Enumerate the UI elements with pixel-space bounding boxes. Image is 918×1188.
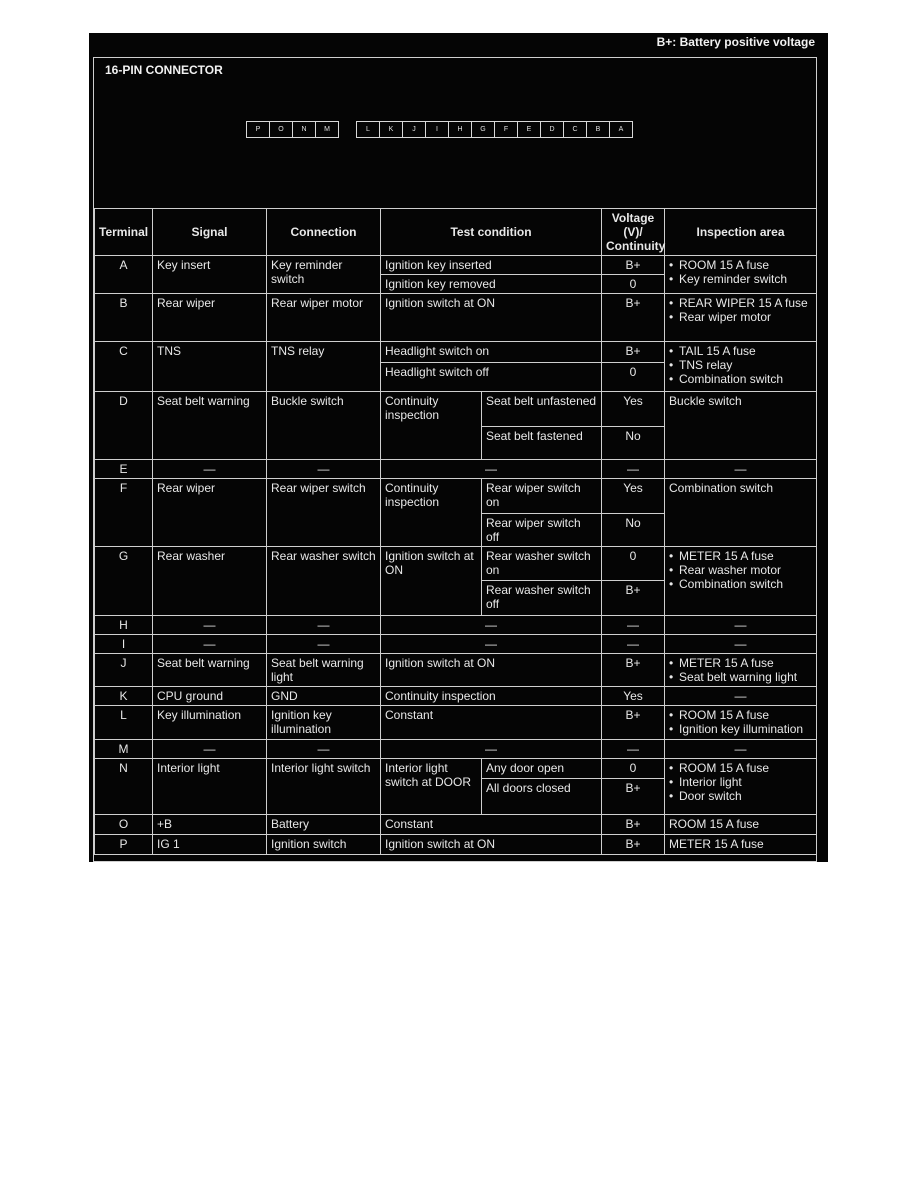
connection-cell: Buckle switch <box>267 392 381 460</box>
dash-cell: — <box>153 740 267 759</box>
pin-l: L <box>356 121 380 138</box>
inspection-cell <box>665 759 817 815</box>
dash-cell: — <box>602 740 665 759</box>
dash-cell: — <box>665 635 817 654</box>
dash-cell: — <box>381 616 602 635</box>
terminal-cell: N <box>95 759 153 815</box>
pin-p: P <box>246 121 270 138</box>
table-row <box>95 256 817 275</box>
dash-cell: — <box>381 460 602 479</box>
dash-cell: — <box>665 687 817 706</box>
inspection-item: • ROOM 15 A fuse <box>669 708 812 722</box>
condition-cell: Ignition switch at ON <box>381 835 602 855</box>
connector-title: 16-PIN CONNECTOR <box>105 63 223 77</box>
header-inspection: Inspection area <box>665 209 817 256</box>
terminal-cell: P <box>95 835 153 855</box>
voltage-cell: B+ <box>602 835 665 855</box>
terminal-cell: J <box>95 654 153 687</box>
header-terminal: Terminal <box>95 209 153 256</box>
table-row <box>95 294 817 342</box>
pin-m: M <box>315 121 339 138</box>
subcondition-cell: Rear washer switch off <box>482 581 602 616</box>
inspection-cell <box>665 256 817 294</box>
connector-spec-sheet <box>89 33 828 862</box>
terminal-cell: O <box>95 815 153 835</box>
pin-g: G <box>471 121 495 138</box>
voltage-cell: 0 <box>602 759 665 779</box>
inspection-item: • METER 15 A fuse <box>669 656 812 670</box>
inspection-cell: ROOM 15 A fuse <box>665 815 817 835</box>
signal-cell: Interior light <box>153 759 267 815</box>
voltage-cell: B+ <box>602 256 665 275</box>
inspection-cell <box>665 342 817 392</box>
table-row <box>95 547 817 581</box>
connector-frame <box>93 57 817 862</box>
inspection-item: • Combination switch <box>669 577 812 591</box>
dash-cell: — <box>665 740 817 759</box>
terminal-cell: E <box>95 460 153 479</box>
condition-cell: Continuity inspection <box>381 392 482 460</box>
condition-cell: Interior light switch at DOOR <box>381 759 482 815</box>
dash-cell: — <box>665 616 817 635</box>
voltage-cell: 0 <box>602 275 665 294</box>
dash-cell: — <box>153 635 267 654</box>
connection-cell: Rear wiper motor <box>267 294 381 342</box>
table-row <box>95 687 817 706</box>
signal-cell: Key insert <box>153 256 267 294</box>
inspection-item: • Door switch <box>669 789 812 803</box>
voltage-cell: B+ <box>602 342 665 363</box>
terminal-cell: F <box>95 479 153 547</box>
inspection-item: • METER 15 A fuse <box>669 549 812 563</box>
connection-cell: Rear wiper switch <box>267 479 381 547</box>
signal-cell: Seat belt warning <box>153 392 267 460</box>
condition-cell: Continuity inspection <box>381 479 482 547</box>
dash-cell: — <box>153 460 267 479</box>
connection-cell: Key reminder switch <box>267 256 381 294</box>
dash-cell: — <box>602 616 665 635</box>
voltage-cell: Yes <box>602 687 665 706</box>
inspection-item: • REAR WIPER 15 A fuse <box>669 296 812 310</box>
connection-cell: Interior light switch <box>267 759 381 815</box>
voltage-cell: Yes <box>602 479 665 514</box>
connection-cell: Ignition switch <box>267 835 381 855</box>
signal-cell: Key illumination <box>153 706 267 740</box>
voltage-cell: B+ <box>602 294 665 342</box>
voltage-cell: B+ <box>602 706 665 740</box>
pin-j: J <box>402 121 426 138</box>
table-row <box>95 342 817 363</box>
pin-group-right <box>356 121 632 138</box>
dash-cell: — <box>665 460 817 479</box>
condition-cell: Ignition switch at ON <box>381 547 482 616</box>
voltage-cell: B+ <box>602 654 665 687</box>
inspection-cell <box>665 294 817 342</box>
inspection-cell <box>665 706 817 740</box>
subcondition-cell: Any door open <box>482 759 602 779</box>
inspection-item: • TNS relay <box>669 358 812 372</box>
voltage-cell: Yes <box>602 392 665 427</box>
pin-f: F <box>494 121 518 138</box>
table-row <box>95 835 817 855</box>
subcondition-cell: Rear wiper switch on <box>482 479 602 514</box>
inspection-item: • Combination switch <box>669 372 812 386</box>
pin-k: K <box>379 121 403 138</box>
voltage-cell: 0 <box>602 363 665 392</box>
pin-c: C <box>563 121 587 138</box>
signal-cell: Rear wiper <box>153 479 267 547</box>
voltage-cell: No <box>602 514 665 547</box>
inspection-item: • Key reminder switch <box>669 272 812 286</box>
dash-cell: — <box>267 740 381 759</box>
inspection-item: • ROOM 15 A fuse <box>669 761 812 775</box>
legend-note: B+: Battery positive voltage <box>656 35 815 49</box>
signal-cell: CPU ground <box>153 687 267 706</box>
signal-cell: Rear wiper <box>153 294 267 342</box>
condition-cell: Ignition switch at ON <box>381 654 602 687</box>
dash-cell: — <box>602 460 665 479</box>
terminal-cell: A <box>95 256 153 294</box>
subcondition-cell: Seat belt unfastened <box>482 392 602 427</box>
terminal-cell: D <box>95 392 153 460</box>
table-row <box>95 706 817 740</box>
subcondition-cell: Rear wiper switch off <box>482 514 602 547</box>
pin-h: H <box>448 121 472 138</box>
terminal-cell: C <box>95 342 153 392</box>
pin-o: O <box>269 121 293 138</box>
voltage-cell: No <box>602 427 665 460</box>
inspection-item: • Rear wiper motor <box>669 310 812 324</box>
terminal-cell: B <box>95 294 153 342</box>
terminal-table <box>94 208 817 855</box>
inspection-item: • ROOM 15 A fuse <box>669 258 812 272</box>
inspection-item: • TAIL 15 A fuse <box>669 344 812 358</box>
condition-cell: Ignition switch at ON <box>381 294 602 342</box>
dash-cell: — <box>267 635 381 654</box>
header-voltage: Voltage (V)/ Continuity <box>602 209 665 256</box>
inspection-item: • Seat belt warning light <box>669 670 812 684</box>
table-header-row <box>95 209 817 256</box>
table-row <box>95 740 817 759</box>
dash-cell: — <box>267 616 381 635</box>
inspection-item: • Interior light <box>669 775 812 789</box>
inspection-cell: METER 15 A fuse <box>665 835 817 855</box>
connection-cell: GND <box>267 687 381 706</box>
inspection-cell: Buckle switch <box>665 392 817 460</box>
table-row <box>95 460 817 479</box>
terminal-cell: K <box>95 687 153 706</box>
voltage-cell: 0 <box>602 547 665 581</box>
dash-cell: — <box>153 616 267 635</box>
condition-cell: Continuity inspection <box>381 687 602 706</box>
terminal-cell: H <box>95 616 153 635</box>
signal-cell: Seat belt warning <box>153 654 267 687</box>
pin-e: E <box>517 121 541 138</box>
signal-cell: IG 1 <box>153 835 267 855</box>
table-row <box>95 479 817 514</box>
inspection-item: • Ignition key illumination <box>669 722 812 736</box>
table-row <box>95 635 817 654</box>
condition-cell: Headlight switch on <box>381 342 602 363</box>
subcondition-cell: All doors closed <box>482 779 602 815</box>
subcondition-cell: Seat belt fastened <box>482 427 602 460</box>
condition-cell: Constant <box>381 706 602 740</box>
dash-cell: — <box>381 740 602 759</box>
inspection-item: • Rear washer motor <box>669 563 812 577</box>
signal-cell: Rear washer <box>153 547 267 616</box>
terminal-cell: M <box>95 740 153 759</box>
connection-cell: Battery <box>267 815 381 835</box>
signal-cell: +B <box>153 815 267 835</box>
pin-a: A <box>609 121 633 138</box>
header-signal: Signal <box>153 209 267 256</box>
inspection-cell <box>665 547 817 616</box>
table-row <box>95 654 817 687</box>
table-row <box>95 616 817 635</box>
terminal-cell: I <box>95 635 153 654</box>
voltage-cell: B+ <box>602 815 665 835</box>
header-connection: Connection <box>267 209 381 256</box>
inspection-cell: Combination switch <box>665 479 817 547</box>
connection-cell: TNS relay <box>267 342 381 392</box>
subcondition-cell: Rear washer switch on <box>482 547 602 581</box>
table-row <box>95 392 817 427</box>
signal-cell: TNS <box>153 342 267 392</box>
terminal-cell: L <box>95 706 153 740</box>
voltage-cell: B+ <box>602 779 665 815</box>
pin-n: N <box>292 121 316 138</box>
pin-d: D <box>540 121 564 138</box>
pin-i: I <box>425 121 449 138</box>
pin-b: B <box>586 121 610 138</box>
condition-cell: Ignition key removed <box>381 275 602 294</box>
connection-cell: Ignition key illumination <box>267 706 381 740</box>
dash-cell: — <box>267 460 381 479</box>
condition-cell: Ignition key inserted <box>381 256 602 275</box>
table-row <box>95 815 817 835</box>
table-row <box>95 759 817 779</box>
inspection-cell <box>665 654 817 687</box>
header-test-condition: Test condition <box>381 209 602 256</box>
dash-cell: — <box>381 635 602 654</box>
connection-cell: Rear washer switch <box>267 547 381 616</box>
voltage-cell: B+ <box>602 581 665 616</box>
dash-cell: — <box>602 635 665 654</box>
condition-cell: Headlight switch off <box>381 363 602 392</box>
pin-group-left <box>246 121 338 138</box>
terminal-cell: G <box>95 547 153 616</box>
connection-cell: Seat belt warning light <box>267 654 381 687</box>
condition-cell: Constant <box>381 815 602 835</box>
